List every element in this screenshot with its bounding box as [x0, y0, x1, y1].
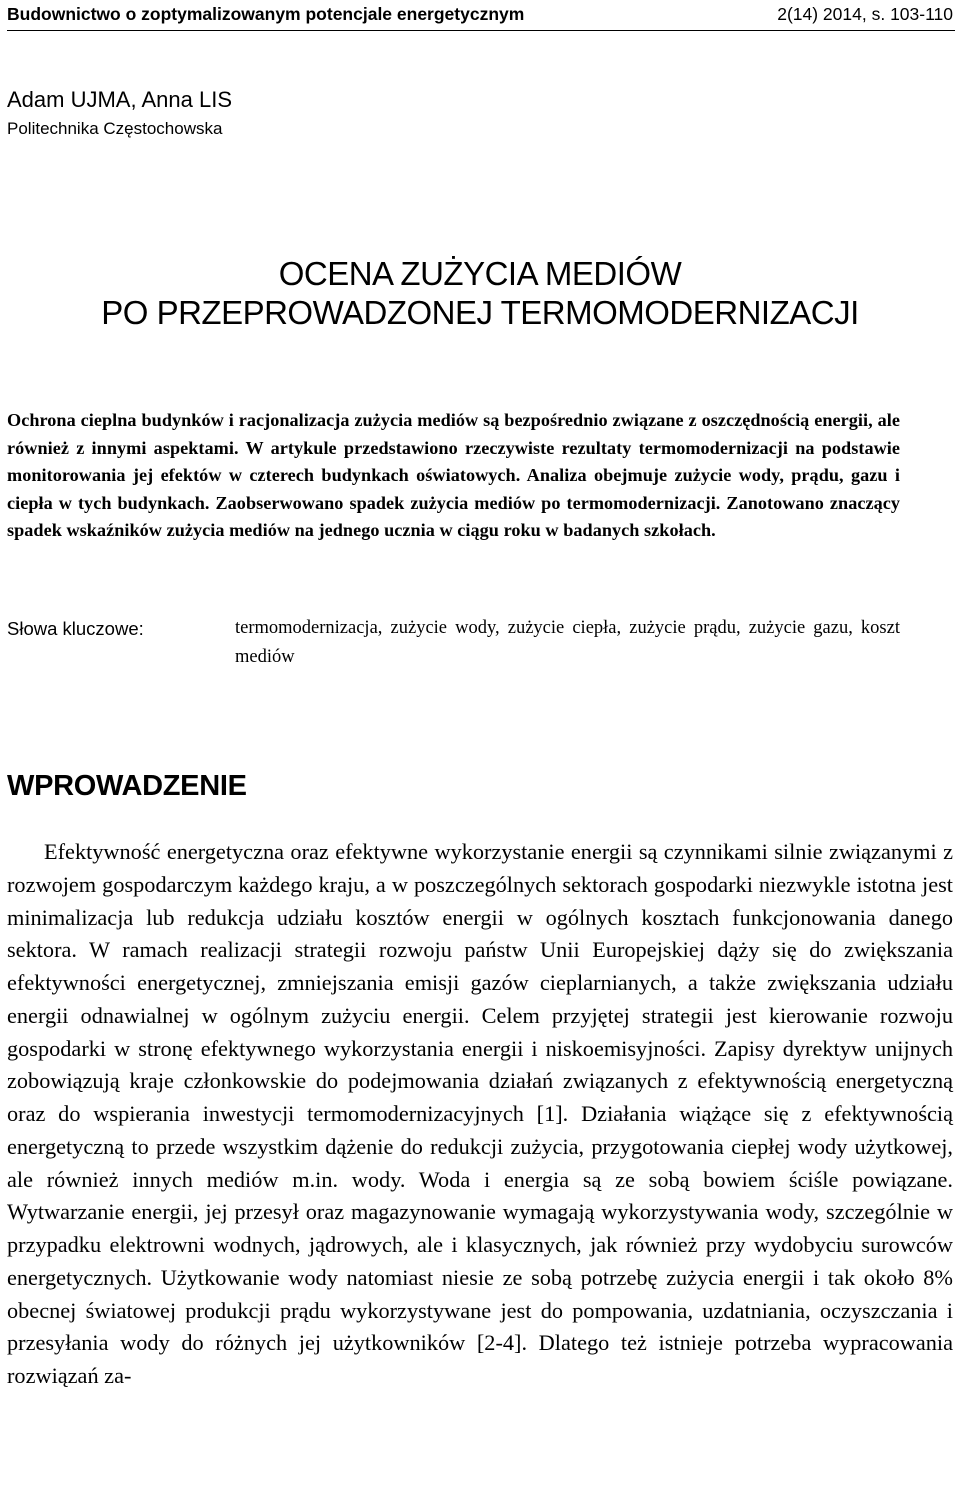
paper-title	[0, 254, 960, 332]
running-header	[7, 0, 955, 31]
authors: Adam UJMA, Anna LIS	[7, 87, 232, 112]
title-line-1: OCENA ZUŻYCIA MEDIÓW	[278, 255, 682, 292]
abstract: Ochrona cieplna budynków i racjonalizacja zużycia mediów są bezpośrednio związane z oszczędnością energii, ale również z innymi aspektami. W artykule przedstawiono rzeczywiste rezultaty termomodernizacji na podstawie monitorowania jej efektów w czterech budynkach oświatowych. Analiza obejmuje zużycie wody, prądu, gazu i ciepła w tych budynkach. Zaobserwowano spadek zużycia mediów po termomodernizacji. Zanotowano znaczący spadek wskaźników zużycia mediów na jednego ucznia w ciągu roku w badanych szkołach.	[7, 410, 900, 540]
keywords	[7, 614, 900, 672]
title-line-2: PO PRZEPROWADZONEJ TERMOMODERNIZACJI	[101, 294, 859, 331]
keywords-text: termomodernizacja, zużycie wody, zużycie ciepła, zużycie prądu, zużycie gazu, koszt mediów	[235, 618, 900, 667]
keywords-label: Słowa kluczowe:	[7, 618, 144, 639]
body-paragraph: Efektywność energetyczna oraz efektywne wykorzystanie energii są czynnikami silnie związanymi z rozwojem gospodarczym każdego kraju, a w poszczególnych sektorach gospodarki niezwykle istotna jest minimalizacja lub redukcja udziału kosztów energii w ogólnych kosztach funkcjonowania danego sektora. W ramach realizacji strategii rozwoju państw Unii Europejskiej dąży się do zwiększania efektywności energetycznej, zmniejszania emisji gazów cieplarnianych, a także zwiększania udziału energii odnawialnej w ogólnym zużyciu energii. Celem przyjętej strategii jest kierowanie rozwoju gospodarki w stronę efektywnego wykorzystania energii i niskoemisyjności. Zapisy dyrektyw unijnych zobowiązują kraje członkowskie do podejmowania działań związanych z efektywnością energetyczną oraz do wspierania inwestycji termomodernizacyjnych [1]. Działania wiążące się z efektywnością energetyczną to przede wszystkim dążenie do redukcji zużycia, przygotowania ciepłej wody użytkowej, ale również innych mediów m.in. wody. Woda i energia są ze sobą bowiem ściśle powiązane. Wytwarzanie energii, jej przesył oraz magazynowanie wymagają wykorzystywania wody, szczególnie w przypadku elektrowni wodnych, jądrowych, ale i klasycznych, jak również przy wydobyciu surowców energetycznych. Użytkowanie wody natomiast niesie ze sobą potrzebę zużycia energii i tak około 8% obecnej światowej produkcji prądu wykorzystywane jest do pompowania, uzdatniania, oczyszczania i przesyłania wody do różnych jej użytkowników [2-4]. Dlatego też istnieje potrzeba wypracowania rozwiązań za-	[7, 839, 953, 1388]
issue-info: 2(14) 2014, s. 103-110	[777, 4, 953, 24]
affiliation: Politechnika Częstochowska	[7, 119, 223, 138]
journal-name: Budownictwo o zoptymalizowanym potencjale energetycznym	[7, 4, 525, 24]
section-heading: WPROWADZENIE	[7, 770, 247, 802]
